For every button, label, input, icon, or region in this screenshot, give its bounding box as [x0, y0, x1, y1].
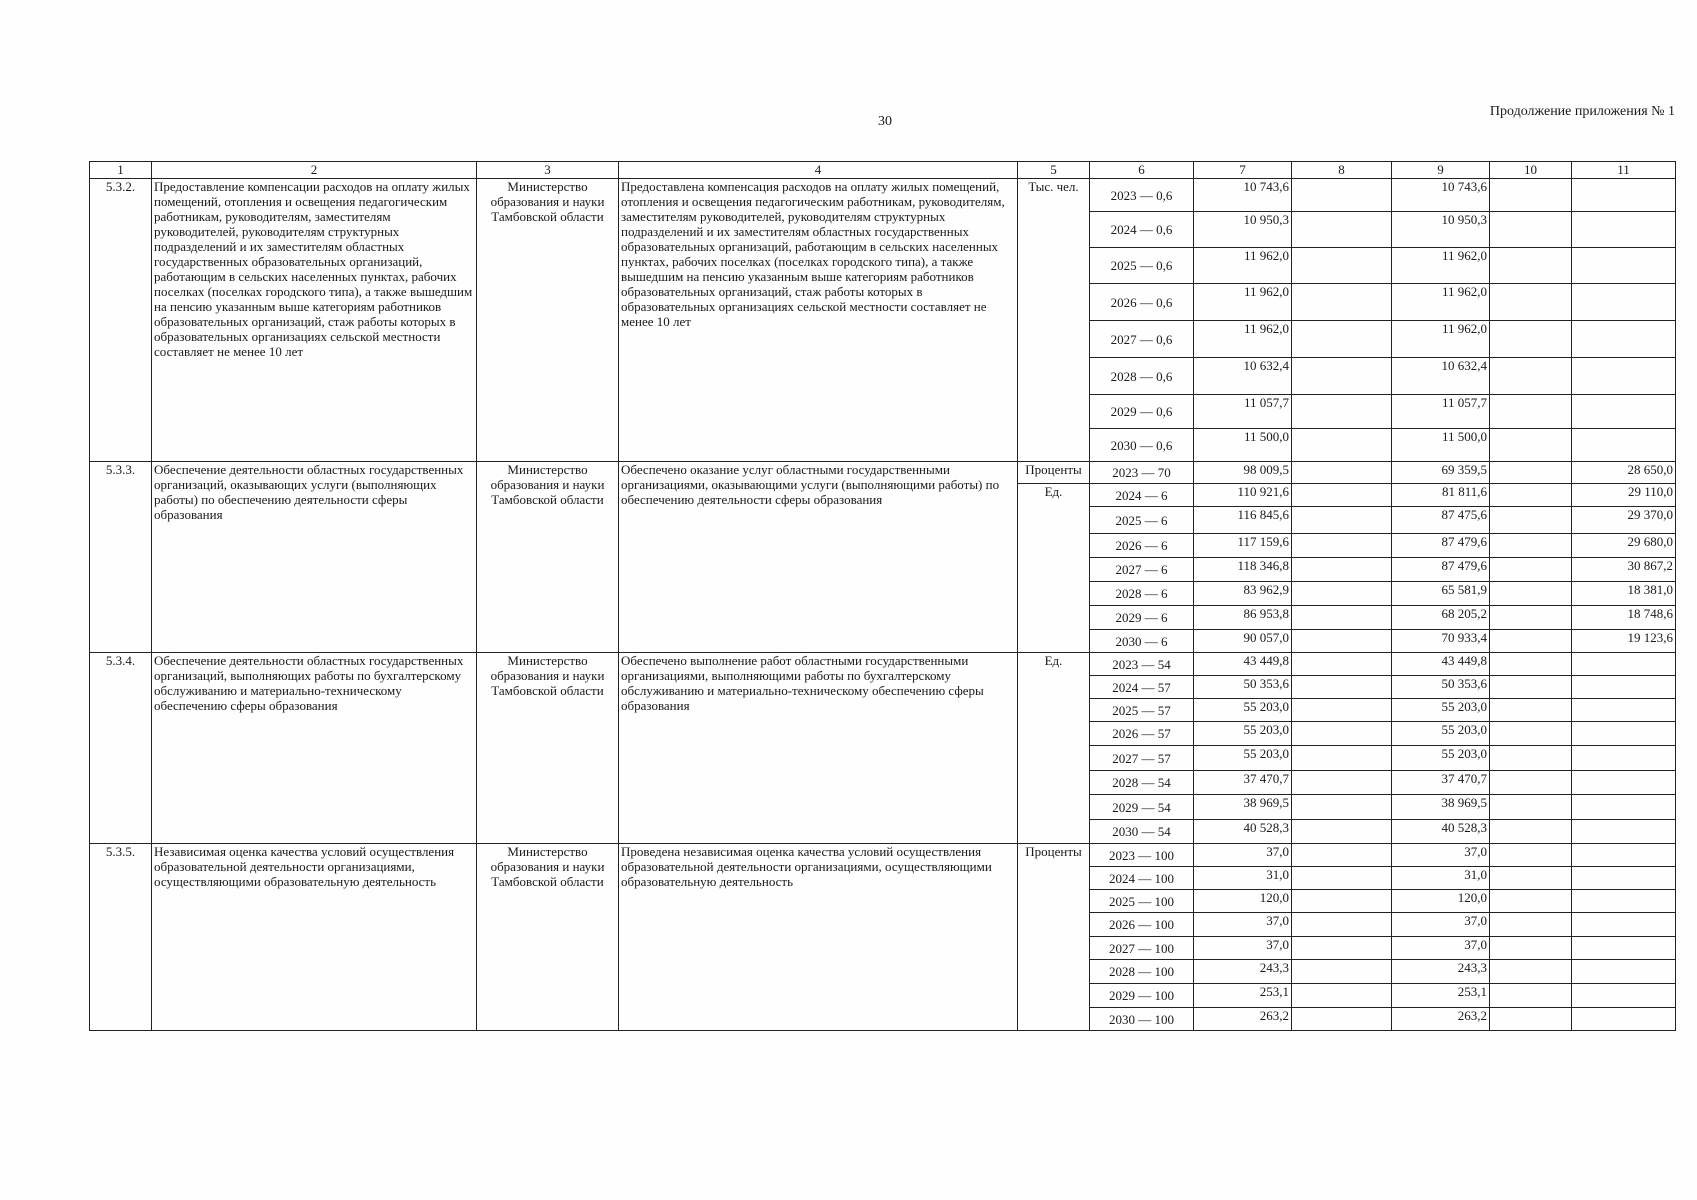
amount-other — [1572, 913, 1676, 937]
amount-federal — [1292, 960, 1392, 984]
amount-other — [1572, 1008, 1676, 1031]
amount-regional: 11 500,0 — [1392, 429, 1490, 462]
amount-federal — [1292, 844, 1392, 867]
unit-of-measure — [1018, 462, 1090, 653]
amount-local — [1490, 795, 1572, 820]
amount-federal — [1292, 722, 1392, 746]
amount-other — [1572, 429, 1676, 462]
amount-regional: 37,0 — [1392, 913, 1490, 937]
amount-regional: 11 057,7 — [1392, 395, 1490, 429]
amount-local — [1490, 937, 1572, 960]
measure-description: Предоставление компенсации расходов на оплату жилых помещений, отопления и освещения педагогическим работникам, руководителям, заместителям руководителей, руководителям структурных подразделений и их заместителям областных государственных образовательных организаций, работающим в сельских населенных пунктах, рабочих поселках (поселках городского типа), а также вышедшим на пенсию указанным выше категориям работников образовательных организаций, стаж работы которых в образовательных организациях сельской местности составляет не менее 10 лет — [152, 179, 477, 462]
amount-local — [1490, 844, 1572, 867]
amount-regional: 37,0 — [1392, 844, 1490, 867]
amount-total: 31,0 — [1194, 867, 1292, 890]
amount-local — [1490, 820, 1572, 844]
amount-federal — [1292, 248, 1392, 284]
amount-regional: 10 950,3 — [1392, 212, 1490, 248]
indicator-year-value: 2029 — 54 — [1090, 795, 1194, 820]
amount-total: 90 057,0 — [1194, 630, 1292, 653]
indicator-year-value: 2027 — 6 — [1090, 558, 1194, 582]
amount-local — [1490, 984, 1572, 1008]
indicator-year-value: 2027 — 57 — [1090, 746, 1194, 771]
amount-local — [1490, 771, 1572, 795]
amount-other — [1572, 984, 1676, 1008]
indicator-year-value: 2029 — 6 — [1090, 606, 1194, 630]
amount-other — [1572, 653, 1676, 676]
column-number-7: 7 — [1194, 162, 1292, 179]
amount-other: 30 867,2 — [1572, 558, 1676, 582]
amount-federal — [1292, 653, 1392, 676]
amount-total: 11 057,7 — [1194, 395, 1292, 429]
indicator-year-value: 2025 — 100 — [1090, 890, 1194, 913]
amount-local — [1490, 484, 1572, 507]
amount-regional: 11 962,0 — [1392, 321, 1490, 358]
indicator-year-value: 2028 — 6 — [1090, 582, 1194, 606]
amount-regional: 11 962,0 — [1392, 284, 1490, 321]
amount-regional: 120,0 — [1392, 890, 1490, 913]
amount-regional: 40 528,3 — [1392, 820, 1490, 844]
amount-federal — [1292, 913, 1392, 937]
indicator-year-value: 2024 — 6 — [1090, 484, 1194, 507]
indicator-year-value: 2029 — 0,6 — [1090, 395, 1194, 429]
amount-regional: 50 353,6 — [1392, 676, 1490, 699]
indicator-year-value: 2025 — 0,6 — [1090, 248, 1194, 284]
page-number: 30 — [878, 114, 892, 129]
amount-federal — [1292, 395, 1392, 429]
amount-local — [1490, 558, 1572, 582]
amount-local — [1490, 913, 1572, 937]
column-number-2: 2 — [152, 162, 477, 179]
amount-total: 253,1 — [1194, 984, 1292, 1008]
amount-regional: 10 743,6 — [1392, 179, 1490, 212]
amount-other — [1572, 867, 1676, 890]
amount-total: 117 159,6 — [1194, 534, 1292, 558]
amount-total: 86 953,8 — [1194, 606, 1292, 630]
amount-total: 43 449,8 — [1194, 653, 1292, 676]
indicator-year-value: 2027 — 0,6 — [1090, 321, 1194, 358]
amount-local — [1490, 606, 1572, 630]
amount-regional: 38 969,5 — [1392, 795, 1490, 820]
amount-total: 55 203,0 — [1194, 722, 1292, 746]
amount-total: 40 528,3 — [1194, 820, 1292, 844]
amount-federal — [1292, 606, 1392, 630]
amount-federal — [1292, 429, 1392, 462]
indicator-year-value: 2023 — 70 — [1090, 462, 1194, 484]
amount-regional: 81 811,6 — [1392, 484, 1490, 507]
amount-total: 83 962,9 — [1194, 582, 1292, 606]
amount-other — [1572, 795, 1676, 820]
column-number-5: 5 — [1018, 162, 1090, 179]
amount-federal — [1292, 358, 1392, 395]
column-number-1: 1 — [90, 162, 152, 179]
unit-label: Ед. — [1044, 653, 1063, 668]
unit-label: Тыс. чел. — [1028, 179, 1079, 194]
amount-federal — [1292, 558, 1392, 582]
amount-other — [1572, 890, 1676, 913]
amount-other: 29 370,0 — [1572, 507, 1676, 534]
column-number-9: 9 — [1392, 162, 1490, 179]
amount-total: 11 962,0 — [1194, 284, 1292, 321]
amount-total: 37,0 — [1194, 937, 1292, 960]
amount-local — [1490, 630, 1572, 653]
program-table — [89, 161, 1676, 1031]
amount-local — [1490, 321, 1572, 358]
amount-other — [1572, 248, 1676, 284]
amount-local — [1490, 653, 1572, 676]
amount-local — [1490, 395, 1572, 429]
amount-regional: 37 470,7 — [1392, 771, 1490, 795]
amount-other — [1572, 395, 1676, 429]
amount-total: 38 969,5 — [1194, 795, 1292, 820]
expected-result: Предоставлена компенсация расходов на оплату жилых помещений, отопления и освещения педагогическим работникам, руководителям, заместителям руководителей, руководителям структурных подразделений и их заместителям областных государственных образовательных организаций, работающим в сельских населенных пунктах, рабочих поселках (поселках городского типа), а также вышедшим на пенсию указанным выше категориям работников образовательных организаций, стаж работы которых в образовательных организациях сельской местности составляет не менее 10 лет — [619, 179, 1018, 462]
amount-total: 10 632,4 — [1194, 358, 1292, 395]
amount-other — [1572, 844, 1676, 867]
amount-regional: 253,1 — [1392, 984, 1490, 1008]
table-row — [90, 179, 1676, 212]
amount-local — [1490, 534, 1572, 558]
indicator-year-value: 2030 — 100 — [1090, 1008, 1194, 1031]
amount-regional: 43 449,8 — [1392, 653, 1490, 676]
table-row — [90, 462, 1676, 484]
amount-federal — [1292, 462, 1392, 484]
amount-total: 55 203,0 — [1194, 746, 1292, 771]
executor: Министерство образования и науки Тамбовской области — [477, 844, 619, 1031]
amount-federal — [1292, 676, 1392, 699]
amount-local — [1490, 699, 1572, 722]
indicator-year-value: 2030 — 0,6 — [1090, 429, 1194, 462]
unit-label: Проценты — [1018, 462, 1089, 484]
expected-result: Проведена независимая оценка качества условий осуществления образовательной деятельности организациями, осуществляющими образовательную деятельность — [619, 844, 1018, 1031]
amount-federal — [1292, 507, 1392, 534]
amount-total: 50 353,6 — [1194, 676, 1292, 699]
amount-other: 19 123,6 — [1572, 630, 1676, 653]
amount-local — [1490, 1008, 1572, 1031]
indicator-year-value: 2024 — 57 — [1090, 676, 1194, 699]
indicator-year-value: 2029 — 100 — [1090, 984, 1194, 1008]
amount-total: 243,3 — [1194, 960, 1292, 984]
amount-total: 263,2 — [1194, 1008, 1292, 1031]
amount-total: 11 962,0 — [1194, 321, 1292, 358]
amount-local — [1490, 212, 1572, 248]
appendix-note: Продолжение приложения № 1 — [1489, 104, 1675, 119]
indicator-year-value: 2024 — 0,6 — [1090, 212, 1194, 248]
amount-regional: 65 581,9 — [1392, 582, 1490, 606]
amount-regional: 87 479,6 — [1392, 558, 1490, 582]
amount-total: 11 500,0 — [1194, 429, 1292, 462]
amount-other — [1572, 722, 1676, 746]
amount-regional: 243,3 — [1392, 960, 1490, 984]
amount-other — [1572, 284, 1676, 321]
amount-local — [1490, 960, 1572, 984]
amount-regional: 31,0 — [1392, 867, 1490, 890]
measure-description: Обеспечение деятельности областных государственных организаций, выполняющих работы по бухгалтерскому обслуживанию и материально-техническому обеспечению сферы образования — [152, 653, 477, 844]
indicator-year-value: 2028 — 0,6 — [1090, 358, 1194, 395]
amount-total: 11 962,0 — [1194, 248, 1292, 284]
indicator-year-value: 2023 — 54 — [1090, 653, 1194, 676]
indicator-year-value: 2024 — 100 — [1090, 867, 1194, 890]
amount-other — [1572, 820, 1676, 844]
amount-federal — [1292, 820, 1392, 844]
amount-federal — [1292, 890, 1392, 913]
amount-other — [1572, 699, 1676, 722]
amount-local — [1490, 722, 1572, 746]
amount-total: 98 009,5 — [1194, 462, 1292, 484]
amount-regional: 68 205,2 — [1392, 606, 1490, 630]
amount-local — [1490, 462, 1572, 484]
amount-regional: 69 359,5 — [1392, 462, 1490, 484]
amount-regional: 55 203,0 — [1392, 699, 1490, 722]
amount-other — [1572, 960, 1676, 984]
amount-total: 37,0 — [1194, 913, 1292, 937]
amount-local — [1490, 507, 1572, 534]
indicator-year-value: 2023 — 0,6 — [1090, 179, 1194, 212]
column-number-4: 4 — [619, 162, 1018, 179]
amount-total: 37 470,7 — [1194, 771, 1292, 795]
measure-description: Независимая оценка качества условий осуществления образовательной деятельности организациями, осуществляющими образовательную деятельность — [152, 844, 477, 1031]
unit-of-measure — [1018, 844, 1090, 1031]
amount-regional: 263,2 — [1392, 1008, 1490, 1031]
measure-id: 5.3.3. — [90, 462, 152, 653]
amount-total: 37,0 — [1194, 844, 1292, 867]
column-number-8: 8 — [1292, 162, 1392, 179]
amount-local — [1490, 746, 1572, 771]
amount-federal — [1292, 534, 1392, 558]
amount-local — [1490, 867, 1572, 890]
amount-local — [1490, 284, 1572, 321]
amount-total: 55 203,0 — [1194, 699, 1292, 722]
indicator-year-value: 2028 — 100 — [1090, 960, 1194, 984]
measure-id: 5.3.2. — [90, 179, 152, 462]
amount-regional: 87 479,6 — [1392, 534, 1490, 558]
amount-federal — [1292, 284, 1392, 321]
indicator-year-value: 2025 — 57 — [1090, 699, 1194, 722]
amount-other — [1572, 179, 1676, 212]
amount-other — [1572, 771, 1676, 795]
column-number-3: 3 — [477, 162, 619, 179]
amount-federal — [1292, 212, 1392, 248]
indicator-year-value: 2026 — 0,6 — [1090, 284, 1194, 321]
amount-federal — [1292, 582, 1392, 606]
executor: Министерство образования и науки Тамбовской области — [477, 179, 619, 462]
amount-local — [1490, 429, 1572, 462]
amount-other — [1572, 746, 1676, 771]
indicator-year-value: 2030 — 6 — [1090, 630, 1194, 653]
amount-federal — [1292, 746, 1392, 771]
amount-local — [1490, 890, 1572, 913]
amount-total: 118 346,8 — [1194, 558, 1292, 582]
unit-label: Проценты — [1025, 844, 1082, 859]
amount-regional: 37,0 — [1392, 937, 1490, 960]
table-row — [90, 653, 1676, 676]
amount-regional: 70 933,4 — [1392, 630, 1490, 653]
indicator-year-value: 2027 — 100 — [1090, 937, 1194, 960]
amount-other — [1572, 212, 1676, 248]
unit-label: Ед. — [1044, 484, 1063, 499]
amount-total: 10 950,3 — [1194, 212, 1292, 248]
indicator-year-value: 2023 — 100 — [1090, 844, 1194, 867]
table-row — [90, 844, 1676, 867]
amount-federal — [1292, 699, 1392, 722]
amount-other: 29 680,0 — [1572, 534, 1676, 558]
measure-id: 5.3.4. — [90, 653, 152, 844]
column-number-6: 6 — [1090, 162, 1194, 179]
amount-other — [1572, 321, 1676, 358]
unit-of-measure — [1018, 179, 1090, 462]
indicator-year-value: 2026 — 100 — [1090, 913, 1194, 937]
executor: Министерство образования и науки Тамбовской области — [477, 462, 619, 653]
amount-federal — [1292, 1008, 1392, 1031]
indicator-year-value: 2025 — 6 — [1090, 507, 1194, 534]
amount-total: 116 845,6 — [1194, 507, 1292, 534]
amount-regional: 10 632,4 — [1392, 358, 1490, 395]
amount-local — [1490, 179, 1572, 212]
amount-other — [1572, 676, 1676, 699]
expected-result: Обеспечено выполнение работ областными государственными организациями, выполняющими работы по бухгалтерскому обслуживанию и материально-техническому обеспечению сферы образования — [619, 653, 1018, 844]
amount-federal — [1292, 630, 1392, 653]
unit-of-measure — [1018, 653, 1090, 844]
amount-regional: 87 475,6 — [1392, 507, 1490, 534]
amount-other: 28 650,0 — [1572, 462, 1676, 484]
column-number-11: 11 — [1572, 162, 1676, 179]
amount-other: 29 110,0 — [1572, 484, 1676, 507]
indicator-year-value: 2026 — 6 — [1090, 534, 1194, 558]
measure-id: 5.3.5. — [90, 844, 152, 1031]
amount-federal — [1292, 771, 1392, 795]
amount-federal — [1292, 984, 1392, 1008]
executor: Министерство образования и науки Тамбовской области — [477, 653, 619, 844]
indicator-year-value: 2026 — 57 — [1090, 722, 1194, 746]
column-number-10: 10 — [1490, 162, 1572, 179]
expected-result: Обеспечено оказание услуг областными государственными организациями, оказывающими услуги (выполняющими работы) по обеспечению деятельности сферы образования — [619, 462, 1018, 653]
amount-total: 10 743,6 — [1194, 179, 1292, 212]
amount-local — [1490, 248, 1572, 284]
amount-other: 18 381,0 — [1572, 582, 1676, 606]
indicator-year-value: 2030 — 54 — [1090, 820, 1194, 844]
indicator-year-value: 2028 — 54 — [1090, 771, 1194, 795]
amount-other — [1572, 358, 1676, 395]
amount-other: 18 748,6 — [1572, 606, 1676, 630]
amount-regional: 55 203,0 — [1392, 746, 1490, 771]
amount-local — [1490, 358, 1572, 395]
amount-federal — [1292, 867, 1392, 890]
amount-total: 120,0 — [1194, 890, 1292, 913]
amount-local — [1490, 676, 1572, 699]
amount-other — [1572, 937, 1676, 960]
amount-regional: 11 962,0 — [1392, 248, 1490, 284]
amount-federal — [1292, 321, 1392, 358]
amount-local — [1490, 582, 1572, 606]
column-number-row — [90, 162, 1676, 179]
amount-regional: 55 203,0 — [1392, 722, 1490, 746]
measure-description: Обеспечение деятельности областных государственных организаций, оказывающих услуги (выполняющих работы) по обеспечению деятельности сферы образования — [152, 462, 477, 653]
amount-total: 110 921,6 — [1194, 484, 1292, 507]
amount-federal — [1292, 937, 1392, 960]
amount-federal — [1292, 484, 1392, 507]
amount-federal — [1292, 795, 1392, 820]
amount-federal — [1292, 179, 1392, 212]
